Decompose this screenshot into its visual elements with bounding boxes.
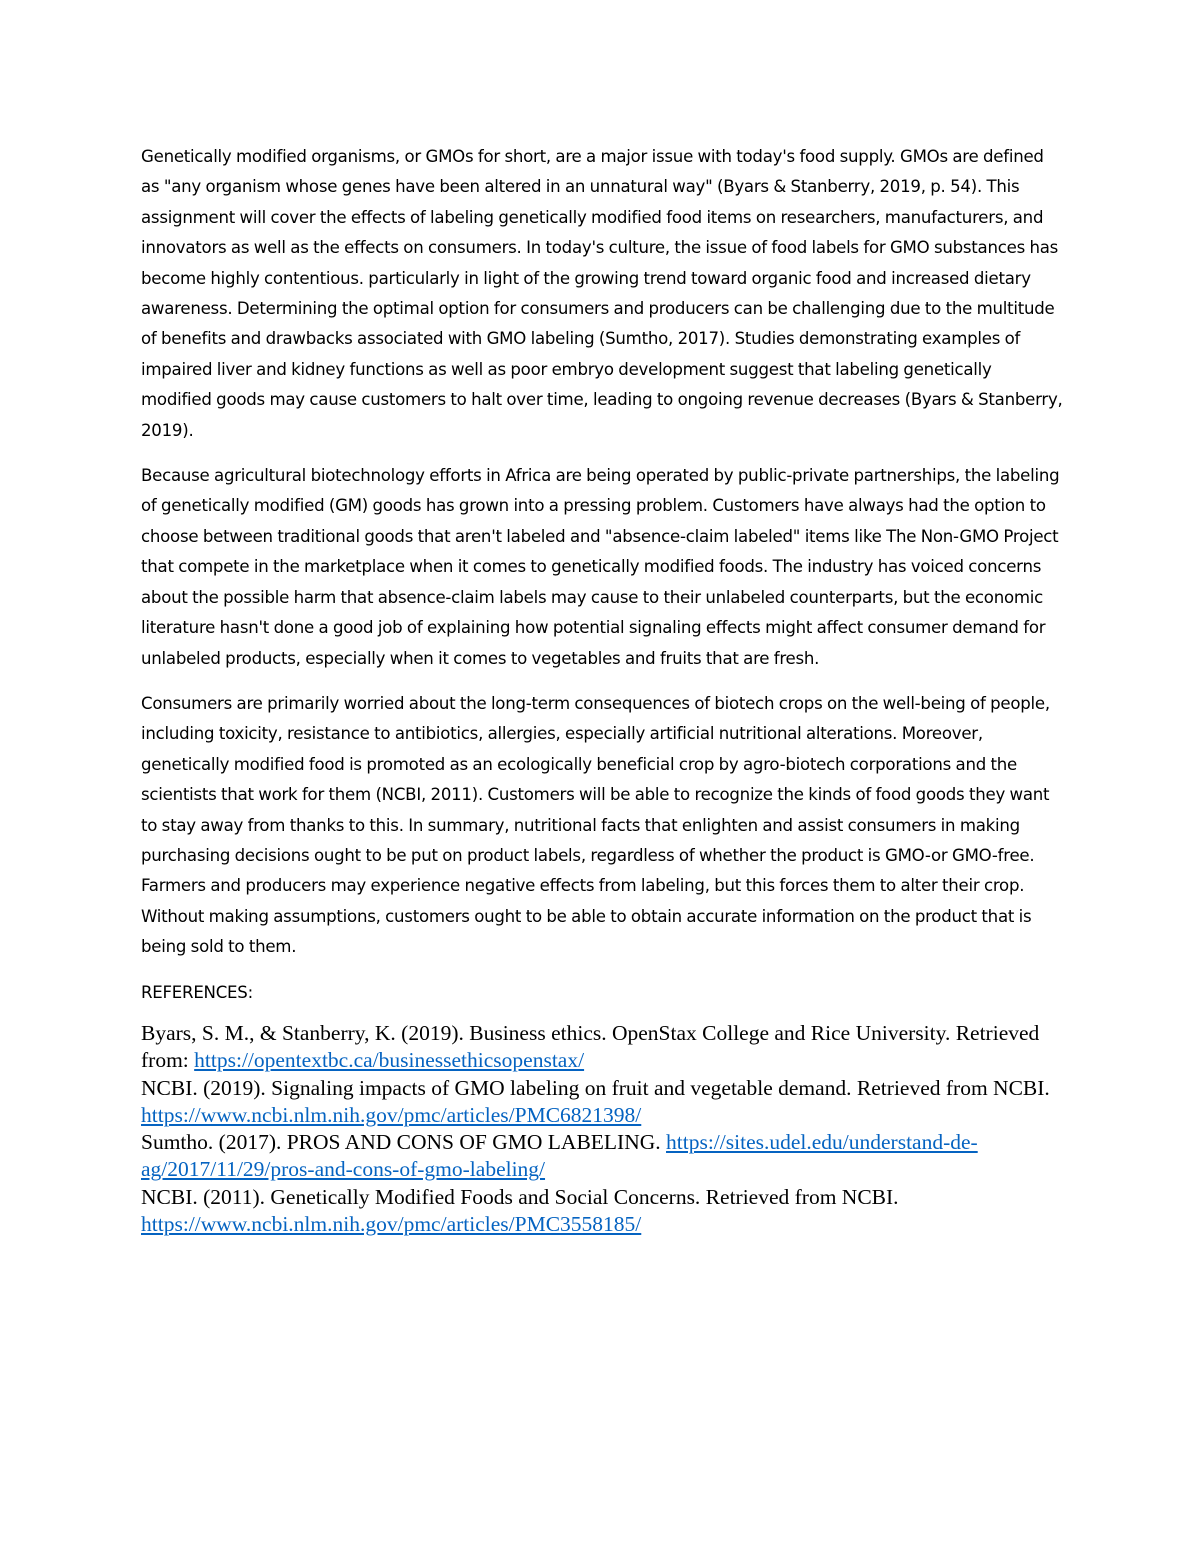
reference-ncbi-2019 bbox=[141, 1075, 1066, 1130]
references-list bbox=[141, 1020, 1066, 1238]
reference-text: Sumtho. (2017). PROS AND CONS OF GMO LABELING. bbox=[141, 1130, 667, 1155]
reference-link[interactable]: https://www.ncbi.nlm.nih.gov/pmc/articles/PMC6821398/ bbox=[141, 1102, 642, 1127]
reference-sumtho bbox=[141, 1129, 1066, 1184]
reference-byars bbox=[141, 1020, 1066, 1075]
references-heading: REFERENCES: bbox=[141, 982, 253, 1002]
reference-link[interactable]: https://sites.udel.edu/understand-de-ag/2017/11/29/pros-and-cons-of-gmo-labeling/ bbox=[141, 1130, 978, 1182]
paragraph-labeling-problem: Because agricultural biotechnology efforts in Africa are being operated by public-private partnerships, the labeling of genetically modified (GM) goods has grown into a pressing problem. Customers have always had the option to choose between traditional goods that aren't labeled and "absence-claim labeled" items like The Non-GMO Project that compete in the marketplace when it comes to genetically modified foods. The industry has voiced concerns about the possible harm that absence-claim labels may cause to their unlabeled counterparts, but the economic literature hasn't done a good job of explaining how potential signaling effects might affect consumer demand for unlabeled products, especially when it comes to vegetables and fruits that are fresh. bbox=[141, 466, 1060, 668]
reference-text: NCBI. (2019). Signaling impacts of GMO labeling on fruit and vegetable demand. Retrieved from NCBI. bbox=[141, 1075, 1050, 1100]
document-page bbox=[141, 142, 1066, 1238]
reference-link[interactable]: https://www.ncbi.nlm.nih.gov/pmc/articles/PMC3558185/ bbox=[141, 1212, 642, 1237]
reference-ncbi-2011 bbox=[141, 1184, 1066, 1239]
reference-link[interactable]: https://opentextbc.ca/businessethicsopenstax/ bbox=[194, 1048, 585, 1073]
paragraph-intro: Genetically modified organisms, or GMOs for short, are a major issue with today's food supply. GMOs are defined as "any organism whose genes have been altered in an unnatural way" (Byars & Stanberry, 2019, p. 54). This assignment will cover the effects of labeling genetically modified food items on researchers, manufacturers, and innovators as well as the effects on consumers. In today's culture, the issue of food labels for GMO substances has become highly contentious. particularly in light of the growing trend toward organic food and increased dietary awareness. Determining the optimal option for consumers and producers can be challenging due to the multitude of benefits and drawbacks associated with GMO labeling (Sumtho, 2017). Studies demonstrating examples of impaired liver and kidney functions as well as poor embryo development suggest that labeling genetically modified goods may cause customers to halt over time, leading to ongoing revenue decreases (Byars & Stanberry, 2019). bbox=[141, 147, 1063, 440]
paragraph-consumer-concerns: Consumers are primarily worried about the long-term consequences of biotech crops on the well-being of people, including toxicity, resistance to antibiotics, allergies, especially artificial nutritional alterations. Moreover, genetically modified food is promoted as an ecologically beneficial crop by agro-biotech corporations and the scientists that work for them (NCBI, 2011). Customers will be able to recognize the kinds of food goods they want to stay away from thanks to this. In summary, nutritional facts that enlighten and assist consumers in making purchasing decisions ought to be put on product labels, regardless of whether the product is GMO-or GMO-free. Farmers and producers may experience negative effects from labeling, but this forces them to alter their crop. Without making assumptions, customers ought to be able to obtain accurate information on the product that is being sold to them. bbox=[141, 693, 1050, 957]
reference-text: NCBI. (2011). Genetically Modified Foods and Social Concerns. Retrieved from NCBI. bbox=[141, 1184, 899, 1209]
reference-text: Byars, S. M., & Stanberry, K. (2019). Business ethics. OpenStax College and Rice University. Retrieved from: bbox=[141, 1020, 1040, 1073]
